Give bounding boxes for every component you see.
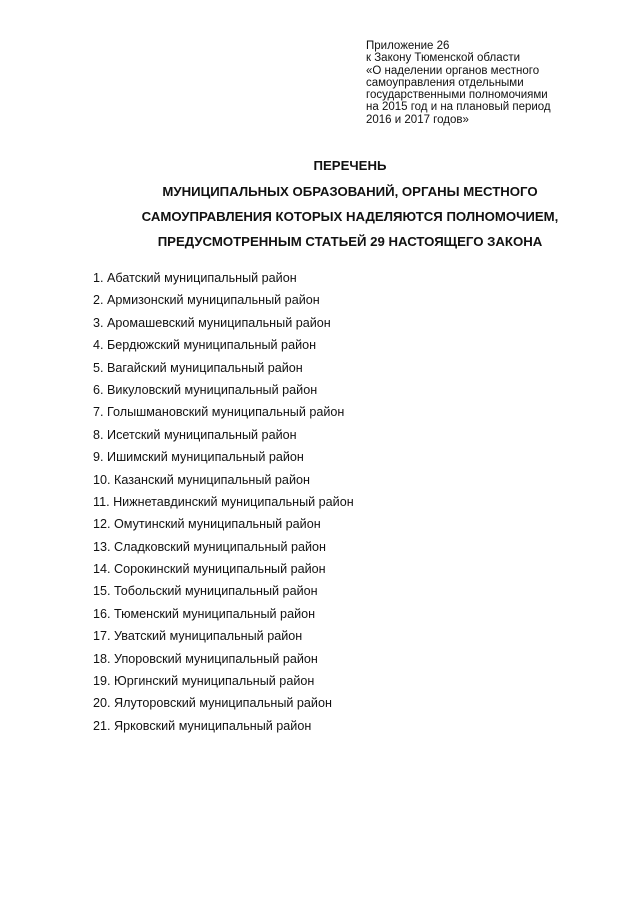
item-name: Упоровский муниципальный район	[114, 651, 318, 666]
appendix-line: 2016 и 2017 годов»	[366, 113, 469, 126]
item-number: 16.	[93, 606, 111, 621]
item-number: 8.	[93, 427, 104, 442]
appendix-line: к Закону Тюменской области	[366, 52, 521, 65]
list-item	[93, 312, 513, 334]
item-number: 6.	[93, 382, 104, 397]
item-name: Ялуторовский муниципальный район	[114, 696, 332, 711]
list-item	[93, 357, 513, 379]
item-number: 2.	[93, 293, 104, 308]
item-number: 5.	[93, 360, 104, 375]
title-line: МУНИЦИПАЛЬНЫХ ОБРАЗОВАНИЙ, ОРГАНЫ МЕСТНОГО	[162, 184, 538, 199]
list-item	[93, 267, 513, 289]
list-item	[93, 401, 513, 423]
item-name: Аромашевский муниципальный район	[107, 315, 331, 330]
item-name: Абатский муниципальный район	[107, 271, 297, 285]
title-heading: ПЕРЕЧЕНЬ	[313, 158, 387, 173]
item-number: 11.	[93, 494, 110, 509]
item-number: 4.	[93, 338, 104, 353]
item-name: Нижнетавдинский муниципальный район	[113, 494, 354, 509]
list-item	[93, 603, 513, 625]
list-item	[93, 536, 513, 558]
list-item	[93, 289, 513, 311]
item-number: 19.	[93, 674, 111, 689]
item-name: Тюменский муниципальный район	[114, 606, 316, 621]
item-number: 20.	[93, 696, 111, 711]
list-item	[93, 580, 513, 602]
item-name: Викуловский муниципальный район	[107, 382, 318, 397]
item-number: 1.	[93, 271, 104, 285]
list-item	[93, 379, 513, 401]
list-item	[93, 334, 513, 356]
item-number: 15.	[93, 584, 111, 599]
list-item	[93, 625, 513, 647]
list-item	[93, 692, 513, 714]
item-number: 7.	[93, 405, 104, 420]
list-item	[93, 446, 513, 468]
appendix-line: Приложение 26	[366, 40, 450, 52]
list-item	[93, 491, 513, 513]
appendix-header	[366, 40, 606, 126]
item-name: Казанский муниципальный район	[114, 472, 310, 487]
appendix-line: на 2015 год и на плановый период	[366, 101, 551, 114]
appendix-line: государственными полномочиями	[366, 89, 548, 102]
item-name: Сладковский муниципальный район	[114, 539, 327, 554]
list-item	[93, 558, 513, 580]
item-name: Уватский муниципальный район	[114, 629, 303, 644]
item-number: 18.	[93, 651, 111, 666]
item-name: Голышмановский муниципальный район	[107, 405, 345, 420]
list-item	[93, 424, 513, 446]
title-line: САМОУПРАВЛЕНИЯ КОТОРЫХ НАДЕЛЯЮТСЯ ПОЛНОМОЧИЕМ,	[141, 209, 559, 224]
item-number: 10.	[93, 472, 111, 487]
item-number: 3.	[93, 315, 104, 330]
item-number: 17.	[93, 629, 111, 644]
item-name: Бердюжский муниципальный район	[107, 338, 317, 353]
list-item	[93, 670, 513, 692]
item-name: Вагайский муниципальный район	[107, 360, 303, 375]
item-name: Тобольский муниципальный район	[114, 584, 318, 599]
item-number: 9.	[93, 450, 104, 465]
item-name: Исетский муниципальный район	[107, 427, 297, 442]
item-name: Сорокинский муниципальный район	[114, 562, 326, 577]
list-item	[93, 648, 513, 670]
list-item	[93, 715, 513, 737]
item-name: Ярковский муниципальный район	[114, 718, 312, 733]
item-number: 21.	[93, 718, 111, 733]
item-name: Юргинский муниципальный район	[114, 674, 315, 689]
appendix-line: самоуправления отдельными	[366, 76, 524, 89]
item-name: Омутинский муниципальный район	[114, 517, 321, 532]
list-item	[93, 469, 513, 491]
item-number: 14.	[93, 562, 111, 577]
item-name: Ишимский муниципальный район	[107, 450, 304, 465]
appendix-line: «О наделении органов местного	[366, 64, 540, 77]
item-name: Армизонский муниципальный район	[107, 293, 320, 308]
document-title	[60, 158, 640, 259]
item-number: 12.	[93, 517, 111, 532]
district-list	[93, 267, 513, 737]
list-item	[93, 513, 513, 535]
item-number: 13.	[93, 539, 111, 554]
title-line: ПРЕДУСМОТРЕННЫМ СТАТЬЕЙ 29 НАСТОЯЩЕГО ЗАКОНА	[157, 234, 543, 249]
